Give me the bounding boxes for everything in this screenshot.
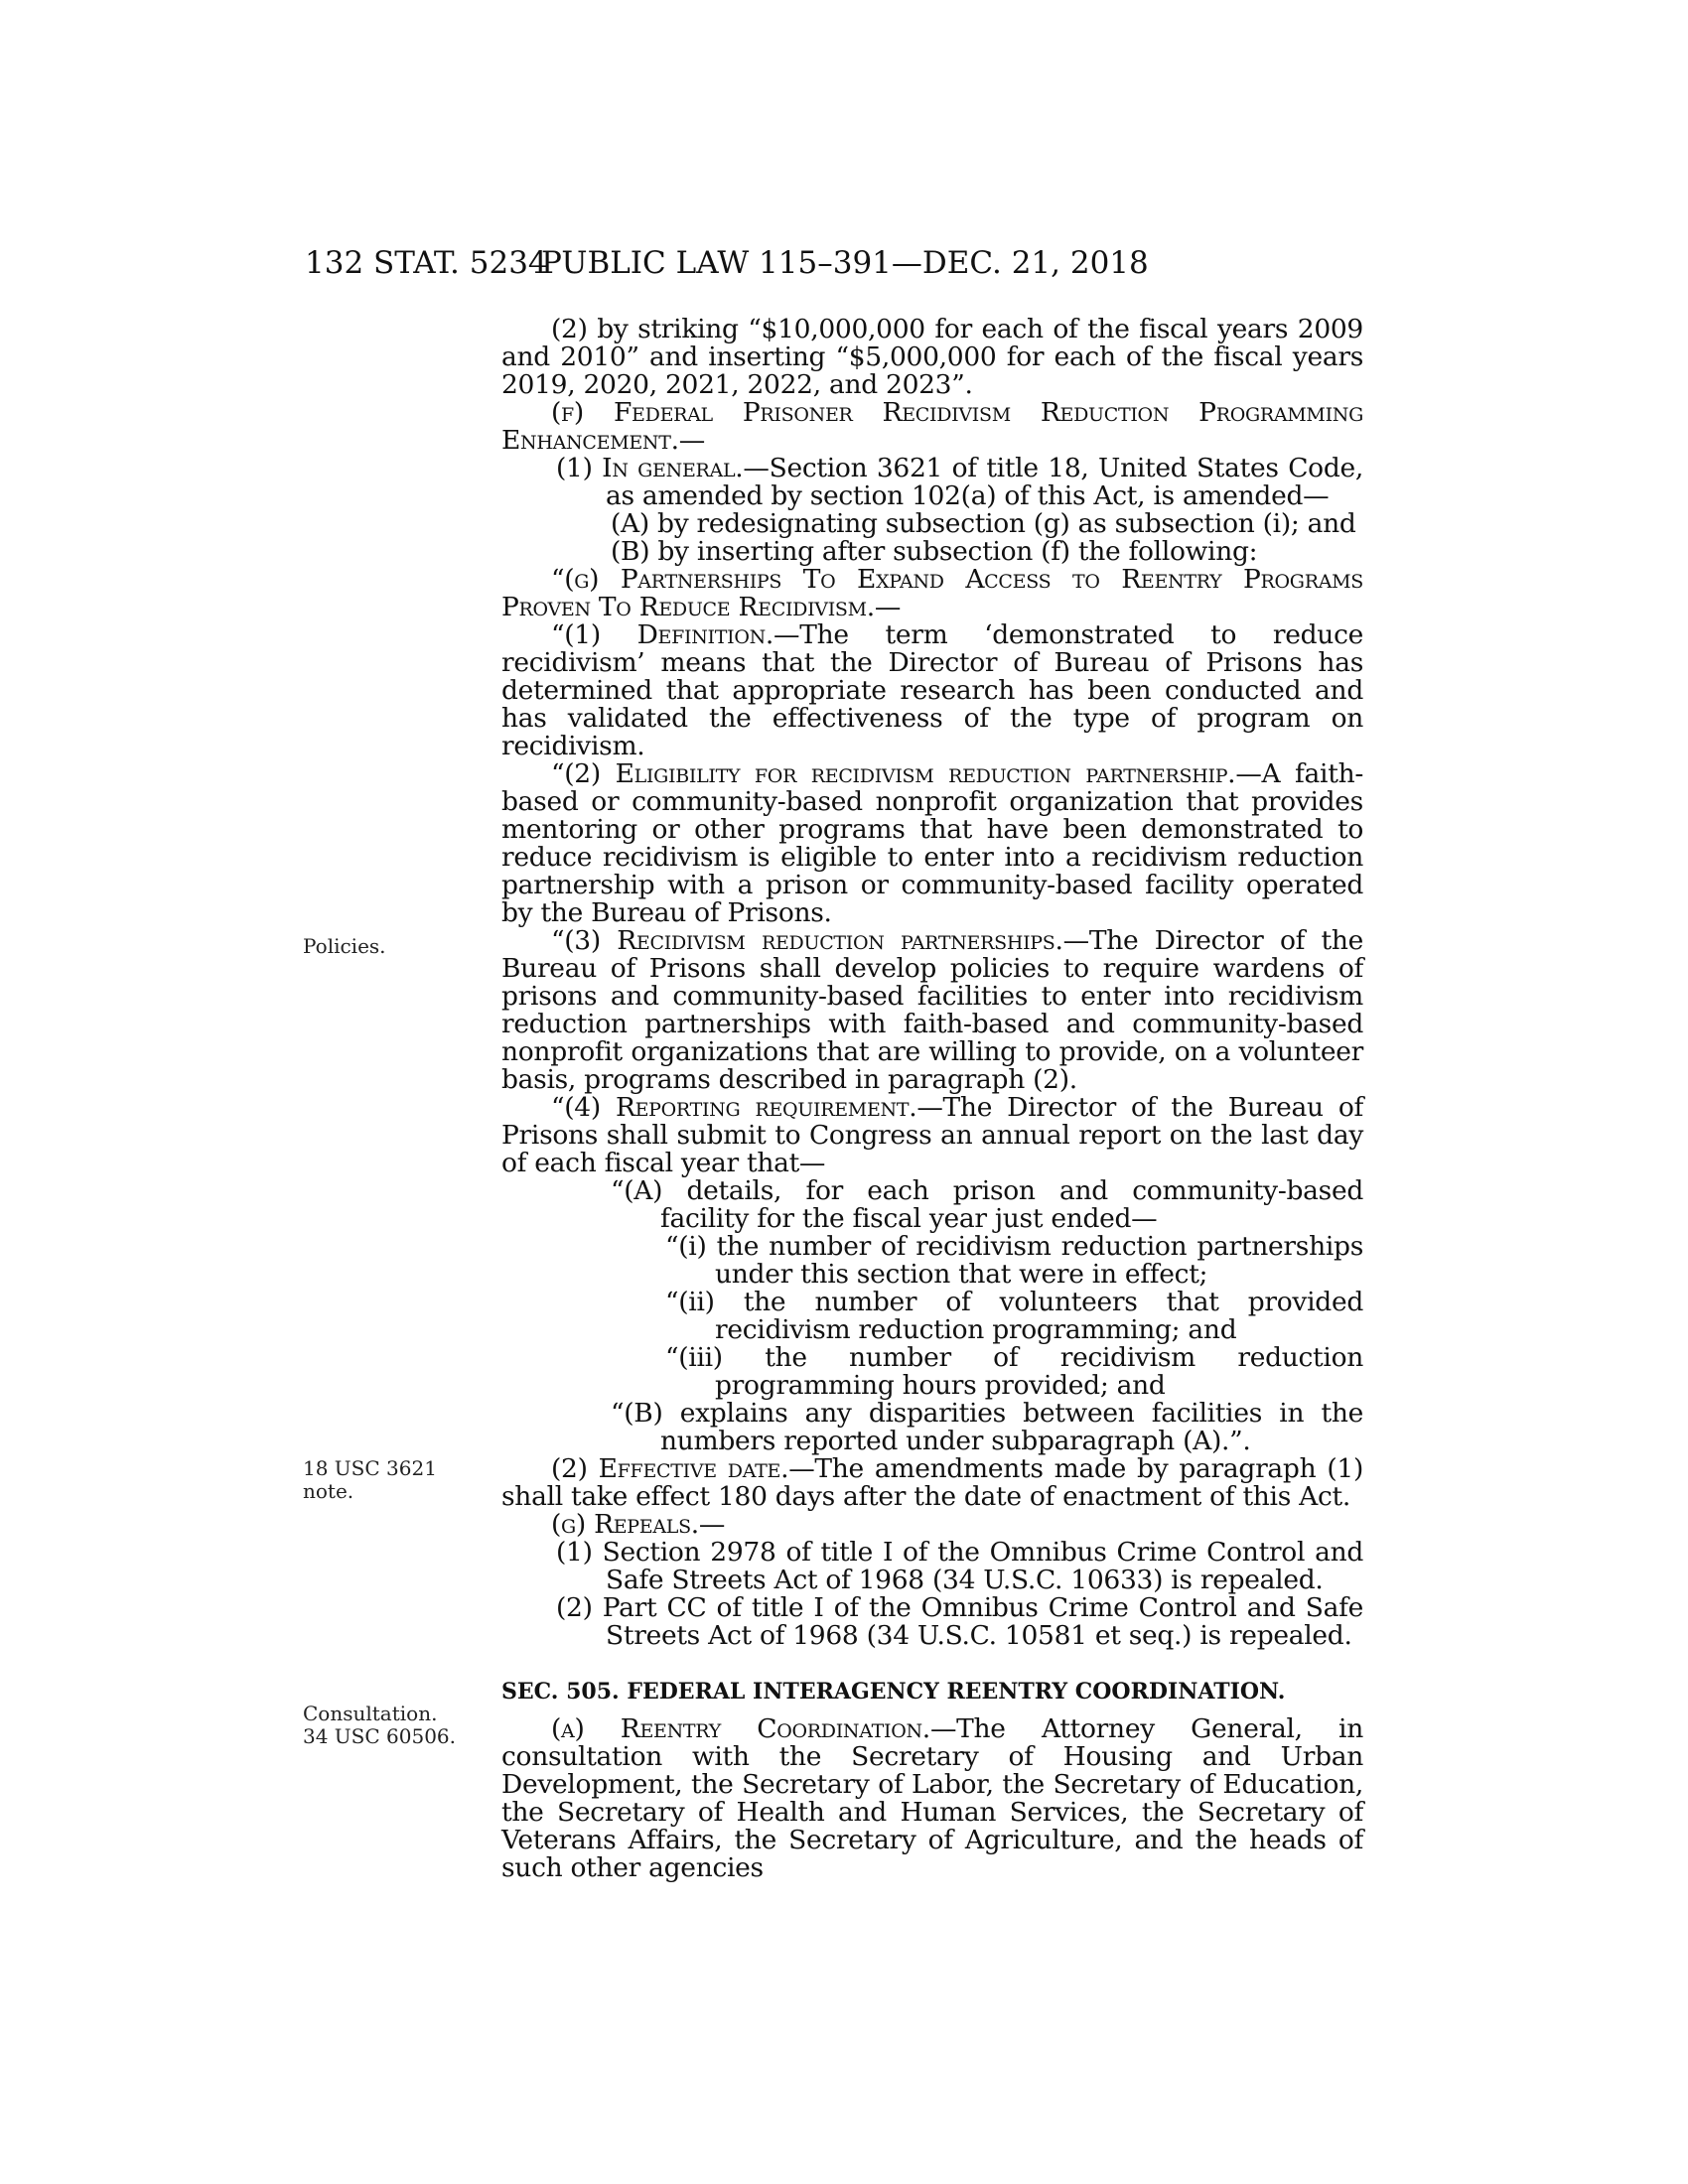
paragraph: (2) Part CC of title I of the Omnibus Crime Control and Safe Streets Act of 1968 (34 U.S.C. 10581 et seq.) is repealed.: [556, 1592, 1363, 1651]
paragraph-text: —Section 3621 of title 18, United States Code, as amended by section 102(a) of this Act, is amended—: [606, 453, 1363, 511]
public-law-title: PUBLIC LAW 115–391—DEC. 21, 2018: [541, 245, 1149, 281]
paragraph: [501, 455, 1363, 510]
subsection-heading: (g) Repeals.—: [551, 1509, 726, 1540]
clause: “(iii) the number of recidivism reduction programming hours provided; and: [665, 1342, 1363, 1401]
clause: “(ii) the number of volunteers that provided recidivism reduction programming; and: [665, 1287, 1363, 1345]
paragraph-text: —The Attorney General, in consultation with the Secretary of Housing and Urban Development, the Secretary of Labor, the Secretary of Education, the Secretary of Health and Human Services, the Secretary of Veterans Affairs, the Secretary of Agriculture, and the heads of such other agencies: [501, 1713, 1363, 1883]
margin-note-policies: Policies.: [303, 934, 386, 958]
paragraph-text: —The Director of the Bureau of Prisons shall develop policies to require wardens of prisons and community-based facilities to enter into recidivism reduction partnerships with faith-based and community-based nonprofit organizations that are willing to provide, on a volunteer basis, programs described in paragraph (2).: [501, 925, 1363, 1095]
paragraph: [501, 760, 1363, 927]
clause: “(i) the number of recidivism reduction partnerships under this section that were in effect;: [665, 1231, 1363, 1290]
stat-page-number: 132 STAT. 5234: [305, 245, 548, 281]
margin-note-line: 34 USC 60506.: [303, 1724, 457, 1748]
subparagraph: “(A) details, for each prison and community-based facility for the fiscal year just ended—: [611, 1175, 1363, 1234]
paragraph: (2) by striking “$10,000,000 for each of the fiscal years 2009 and 2010” and inserting “$5,000,000 for each of the fiscal years 2019, 2020, 2021, 2022, and 2023”.: [501, 314, 1363, 400]
subparagraph: “(B) explains any disparities between facilities in the numbers reported under subparagraph (A).”.: [611, 1398, 1363, 1456]
paragraph-heading: “(4) Reporting requirement.: [551, 1092, 917, 1123]
paragraph: [501, 1455, 1363, 1511]
subparagraph: (A) by redesignating subsection (g) as subsection (i); and: [611, 508, 1356, 539]
paragraph: [501, 621, 1363, 760]
paragraph-heading: (a) Reentry Coordination.: [551, 1713, 930, 1744]
paragraph: [501, 927, 1363, 1094]
paragraph-heading: “(2) Eligibility for recidivism reduction partnership.: [551, 758, 1236, 789]
page-header: [0, 245, 1688, 290]
paragraph-text: —The term ‘demonstrated to reduce recidivism’ means that the Director of Bureau of Prisons has determined that appropriate research has been conducted and has validated the effectiveness of the type of program on recidivism.: [501, 619, 1363, 761]
margin-note-line: 18 USC 3621: [303, 1456, 437, 1480]
statute-body: [501, 316, 1363, 1882]
paragraph-text: —The Director of the Bureau of Prisons shall submit to Congress an annual report on the last day of each fiscal year that—: [501, 1092, 1363, 1178]
margin-note-line: note.: [303, 1479, 354, 1503]
paragraph-text: —The amendments made by paragraph (1) shall take effect 180 days after the date of enactment of this Act.: [501, 1453, 1363, 1512]
margin-note-usc-3621: [303, 1457, 437, 1503]
paragraph: [501, 1094, 1363, 1177]
margin-note-line: Consultation.: [303, 1702, 438, 1725]
paragraph: (1) Section 2978 of title I of the Omnibus Crime Control and Safe Streets Act of 1968 (34 U.S.C. 10633) is repealed.: [556, 1537, 1363, 1595]
paragraph-heading: (1) In general.: [556, 453, 744, 483]
paragraph-text: —A faith-based or community-based nonprofit organization that provides mentoring or other programs that have been demonstrated to reduce recidivism is eligible to enter into a recidivism reduction partnership with a prison or community-based facility operated by the Bureau of Prisons.: [501, 758, 1363, 928]
margin-note-consultation: [303, 1703, 456, 1748]
subparagraph: (B) by inserting after subsection (f) the following:: [611, 536, 1258, 567]
paragraph: [501, 1715, 1363, 1882]
section-title: SEC. 505. FEDERAL INTERAGENCY REENTRY COORDINATION.: [501, 1679, 1286, 1705]
subsection-heading: (f) Federal Prisoner Recidivism Reduction Programming Enhancement.—: [501, 397, 1363, 456]
subsection-heading: “(g) Partnerships To Expand Access to Reentry Programs Proven To Reduce Recidivism.—: [501, 564, 1363, 622]
paragraph-heading: (2) Effective date.: [551, 1453, 789, 1484]
paragraph-heading: “(1) Definition.: [551, 619, 774, 650]
paragraph-heading: “(3) Recidivism reduction partnerships.: [551, 925, 1063, 956]
